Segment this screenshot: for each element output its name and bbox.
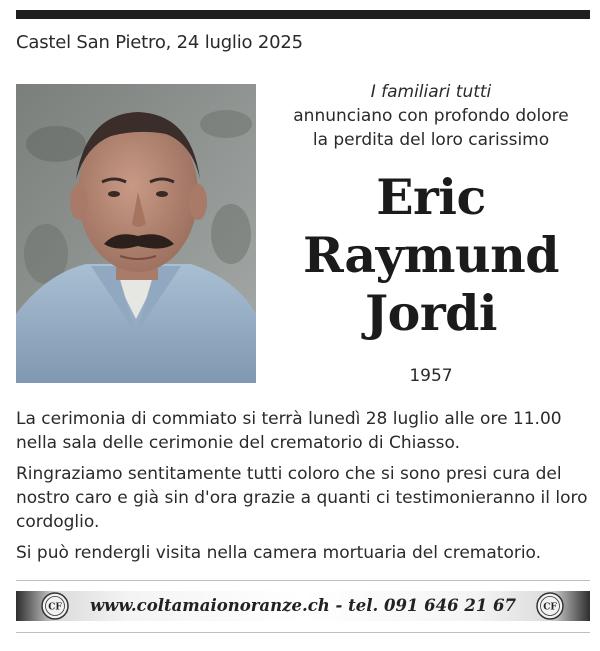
notice-body bbox=[16, 407, 590, 572]
announcement bbox=[270, 80, 592, 152]
visit-paragraph: Si può rendergli visita nella camera mortuaria del crematorio. bbox=[16, 543, 542, 563]
top-rule bbox=[16, 10, 590, 19]
last-name: Jordi bbox=[364, 284, 498, 342]
middle-name: Raymund bbox=[303, 226, 559, 284]
contact-line[interactable]: www.coltamaionoranze.ch - tel. 091 646 21 67 bbox=[89, 596, 517, 615]
family-line: I familiari tutti bbox=[370, 82, 492, 102]
funeral-home-logo-icon bbox=[536, 592, 564, 620]
logo-letters-right: CF bbox=[543, 602, 557, 613]
portrait-photo bbox=[16, 84, 256, 383]
ceremony-paragraph: La cerimonia di commiato si terrà lunedì 28 luglio alle ore 11.00 nella sala delle cerimonie del crematorio di Chiasso. bbox=[16, 409, 562, 453]
logo-letters-left: CF bbox=[48, 602, 62, 613]
announcement-line-2: la perdita del loro carissimo bbox=[312, 130, 550, 150]
divider bbox=[16, 580, 590, 581]
thanks-paragraph: Ringraziamo sentitamente tutti coloro che si sono presi cura del nostro caro e già sin d'ora grazie a quanti ci testimonieranno il loro cordoglio. bbox=[16, 464, 588, 532]
deceased-name bbox=[270, 168, 592, 342]
bottom-rule bbox=[16, 632, 590, 633]
announcement-line-1: annunciano con profondo dolore bbox=[293, 106, 569, 126]
birth-year: 1957 bbox=[409, 366, 453, 386]
place-and-date: Castel San Pietro, 24 luglio 2025 bbox=[16, 32, 303, 53]
footer-bar bbox=[16, 591, 590, 621]
first-name: Eric bbox=[376, 168, 486, 226]
